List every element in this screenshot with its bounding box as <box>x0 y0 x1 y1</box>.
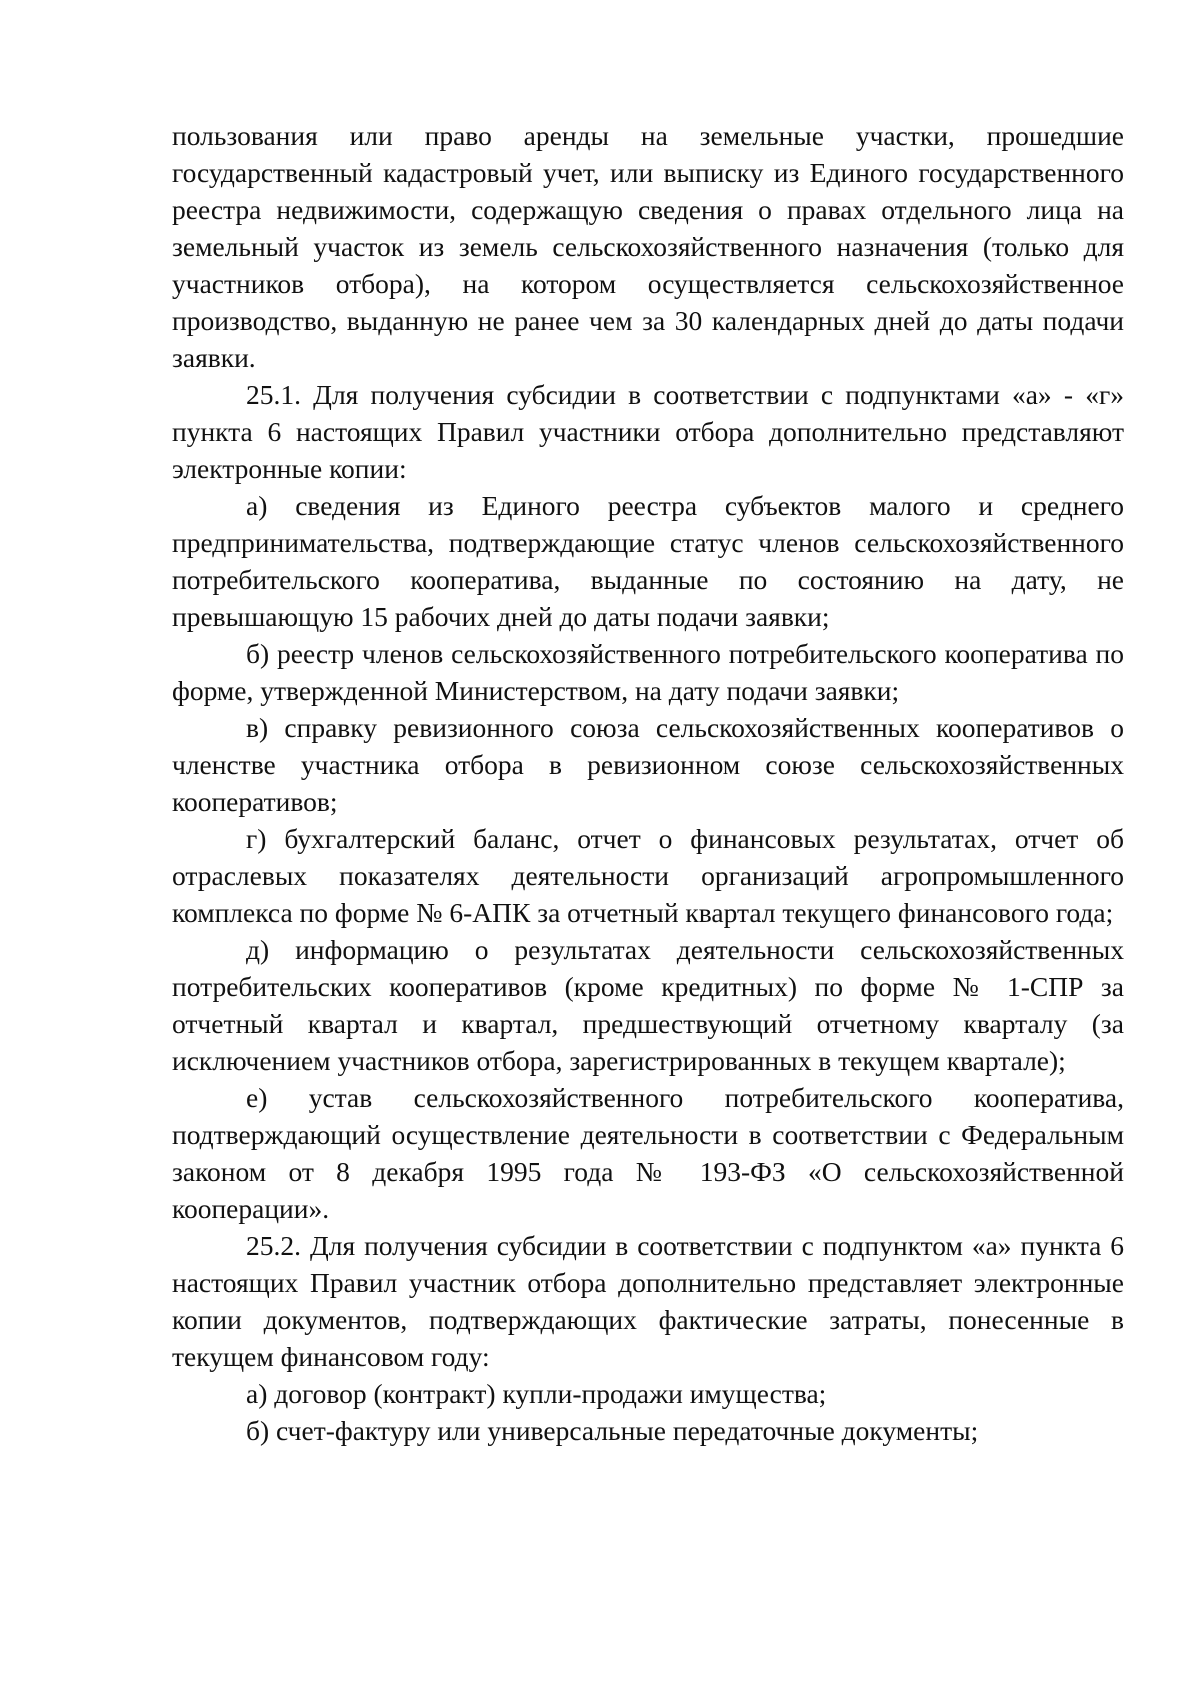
paragraph-25-1: 25.1. Для получения субсидии в соответствии с подпунктами «а» - «г» пункта 6 настоящих Правил участники отбора дополнительно представляют электронные копии: <box>172 379 1124 484</box>
paragraph-25-1-b: б) реестр членов сельскохозяйственного потребительского кооператива по форме, утвержденной Министерством, на дату подачи заявки; <box>172 638 1124 706</box>
paragraph-25-2-b: б) счет-фактуру или универсальные передаточные документы; <box>246 1415 979 1446</box>
paragraph-25-1-g: г) бухгалтерский баланс, отчет о финансовых результатах, отчет об отраслевых показателях деятельности организаций агропромышленного комплекса по форме № 6-АПК за отчетный квартал текущего финансового года; <box>172 823 1124 928</box>
paragraph-25-1-d: д) информацию о результатах деятельности сельскохозяйственных потребительских кооперативов (кроме кредитных) по форме № 1-СПР за отчетный квартал и квартал, предшествующий отчетному кварталу (за исключением участников отбора, зарегистрированных в текущем квартале); <box>172 934 1124 1076</box>
paragraph-land-rights-continuation: пользования или право аренды на земельные участки, прошедшие государственный кадастровый учет, или выписку из Единого государственного реестра недвижимости, содержащую сведения о правах отдельного лица на земельный участок из земель сельскохозяйственного назначения (только для участников отбора), на котором осуществляется сельскохозяйственное производство, выданную не ранее чем за 30 календарных дней до даты подачи заявки. <box>172 120 1124 373</box>
paragraph-25-2: 25.2. Для получения субсидии в соответствии с подпунктом «а» пункта 6 настоящих Правил участник отбора дополнительно представляет электронные копии документов, подтверждающих фактические затраты, понесенные в текущем финансовом году: <box>172 1230 1124 1372</box>
paragraph-25-1-a: а) сведения из Единого реестра субъектов малого и среднего предпринимательства, подтверждающие статус членов сельскохозяйственного потребительского кооператива, выданные по состоянию на дату, не превышающую 15 рабочих дней до даты подачи заявки; <box>172 490 1124 632</box>
paragraph-25-1-e: е) устав сельскохозяйственного потребительского кооператива, подтверждающий осуществление деятельности в соответствии с Федеральным законом от 8 декабря 1995 года № 193-ФЗ «О сельскохозяйственной кооперации». <box>172 1082 1124 1224</box>
paragraph-25-1-v: в) справку ревизионного союза сельскохозяйственных кооперативов о членстве участника отбора в ревизионном союзе сельскохозяйственных кооперативов; <box>172 712 1124 817</box>
paragraph-25-2-a: а) договор (контракт) купли-продажи имущества; <box>246 1378 827 1409</box>
document-body <box>172 117 1124 1449</box>
